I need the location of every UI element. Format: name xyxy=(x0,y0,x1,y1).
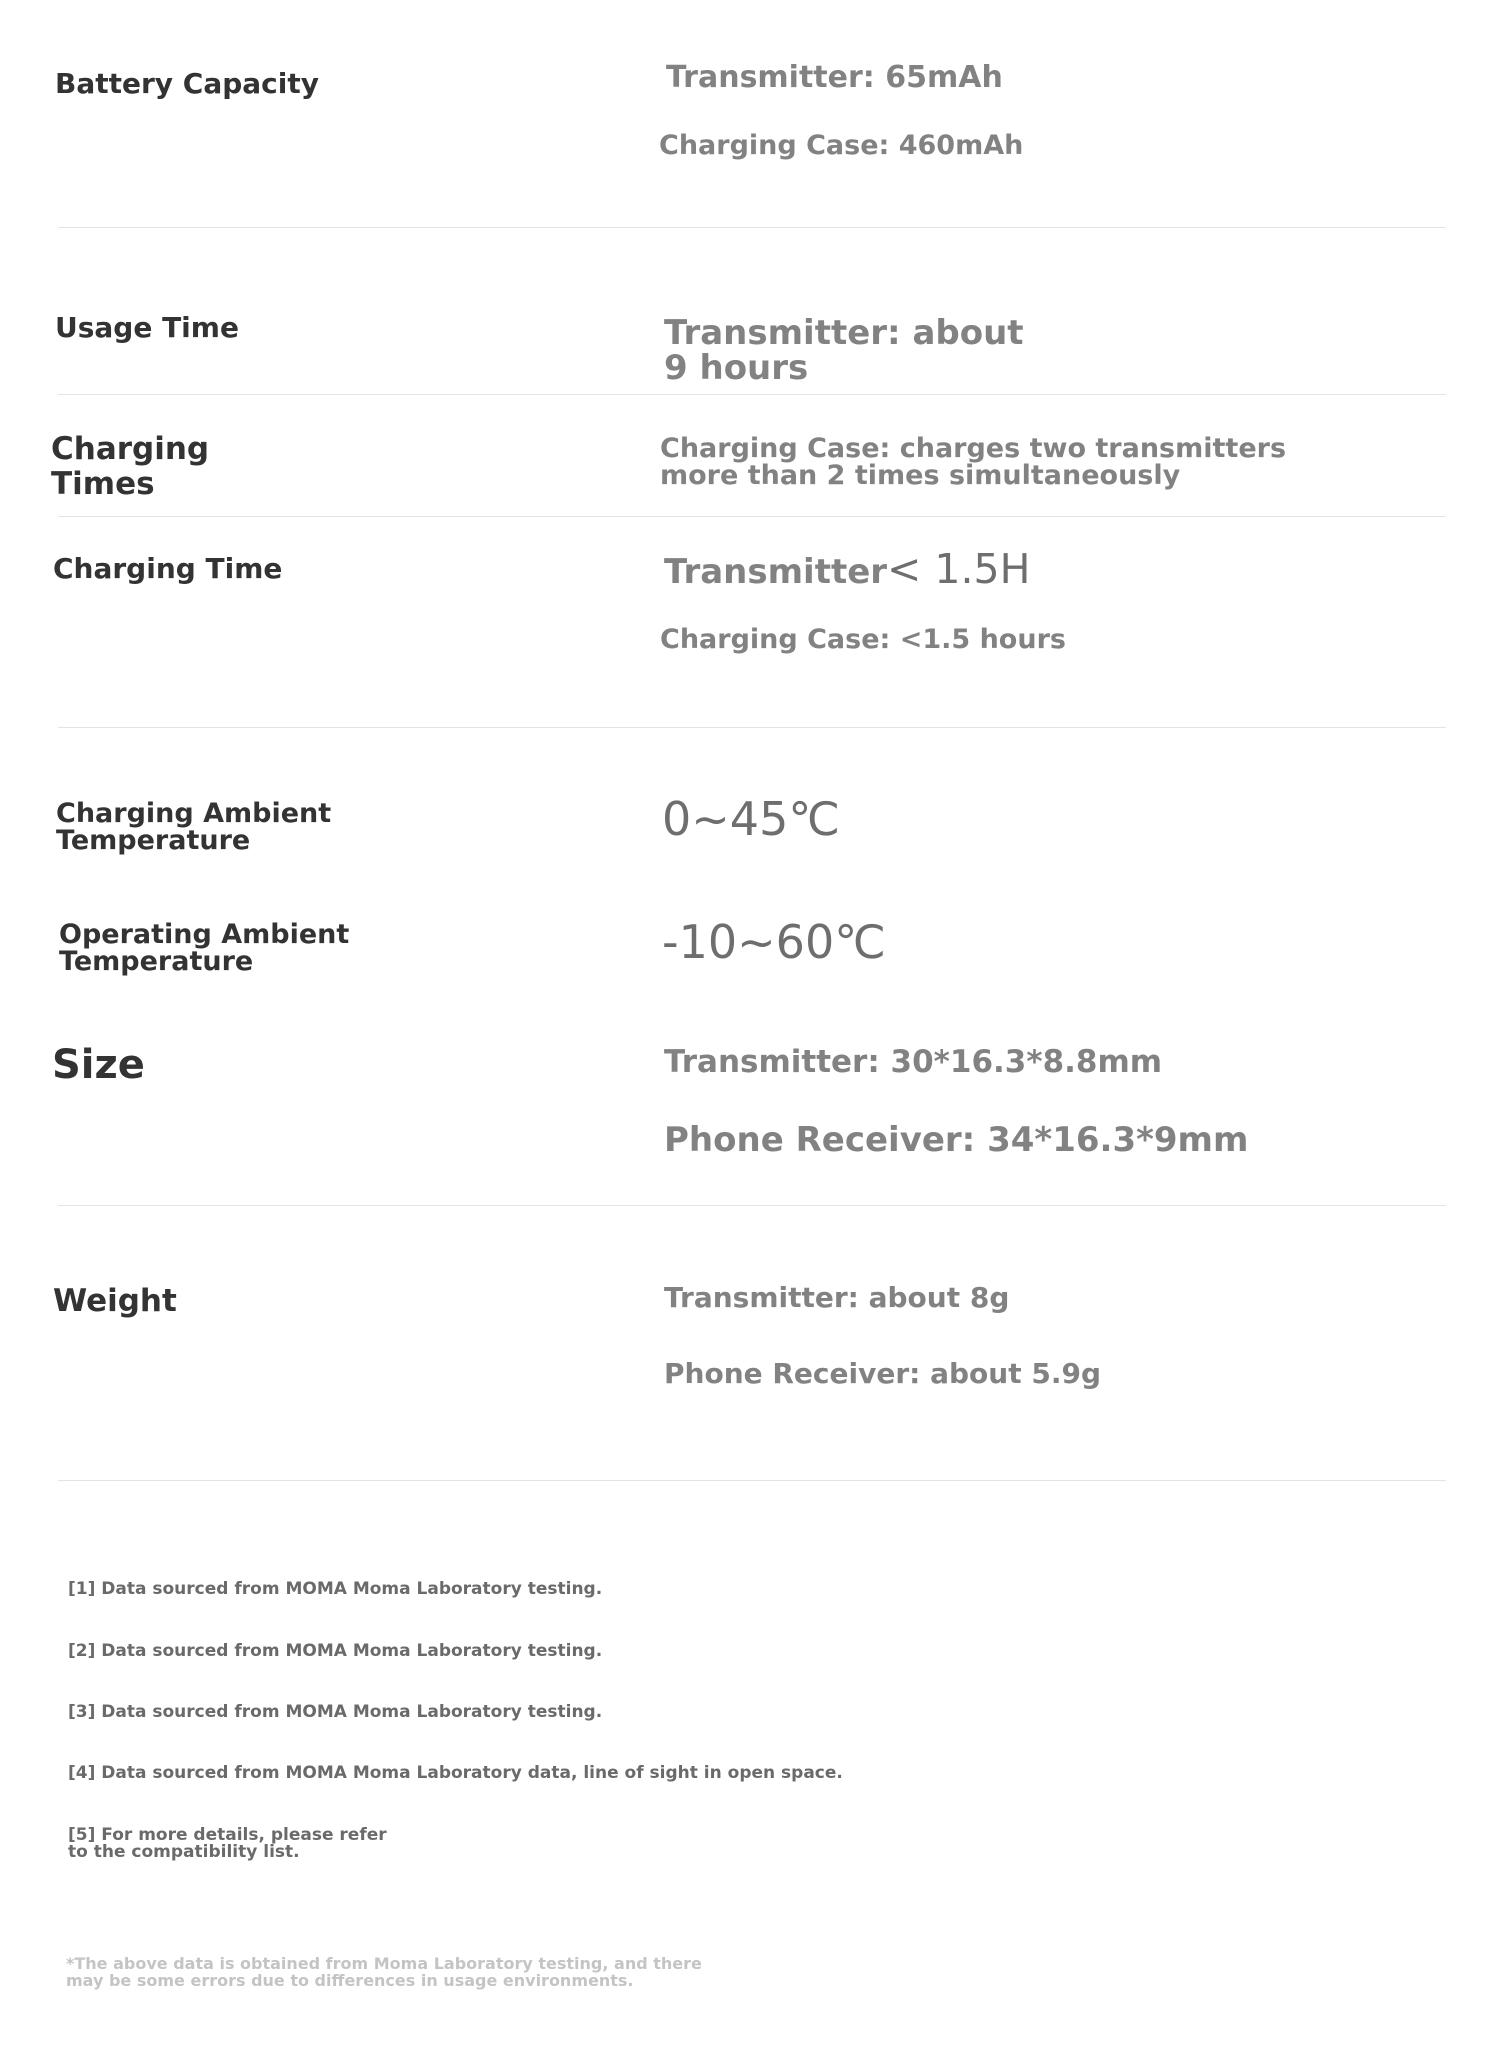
spec-label-weight: Weight xyxy=(53,1283,177,1319)
spec-label-charging-times: Charging Times xyxy=(51,431,210,502)
spec-value-transmitter-size: Transmitter: 30*16.3*8.8mm xyxy=(664,1044,1163,1080)
spec-value-receiver-weight: Phone Receiver: about 5.9g xyxy=(664,1357,1101,1390)
section-divider xyxy=(58,1205,1446,1206)
spec-value-charging-temperature: 0~45℃ xyxy=(662,792,841,846)
spec-value-case-charging-time: Charging Case: <1.5 hours xyxy=(660,624,1066,655)
section-divider xyxy=(58,394,1446,395)
footnote-3: [3] Data sourced from MOMA Moma Laboratory testing. xyxy=(68,1702,603,1722)
disclaimer: *The above data is obtained from Moma Laboratory testing, and there may be some errors due to differences in usage environments. xyxy=(66,1954,702,1990)
spec-label-charging-temperature: Charging Ambient Temperature xyxy=(56,798,332,856)
spec-label-battery-capacity: Battery Capacity xyxy=(55,67,320,100)
spec-value-operating-temperature: -10~60℃ xyxy=(662,915,886,969)
section-divider xyxy=(58,516,1446,517)
footnote-4: [4] Data sourced from MOMA Moma Laboratory data, line of sight in open space. xyxy=(68,1763,843,1783)
spec-label-usage-time: Usage Time xyxy=(55,311,239,344)
section-divider xyxy=(58,727,1446,728)
spec-label-size: Size xyxy=(52,1042,145,1088)
spec-value-case-capacity: Charging Case: 460mAh xyxy=(659,130,1024,161)
spec-value-transmitter-weight: Transmitter: about 8g xyxy=(664,1281,1010,1314)
spec-value-transmitter-capacity: Transmitter: 65mAh xyxy=(666,60,1003,95)
transmitter-charge-duration: < 1.5H xyxy=(887,545,1031,593)
footnote-5: [5] For more details, please refer to the compatibility list. xyxy=(68,1825,387,1862)
spec-label-operating-temperature: Operating Ambient Temperature xyxy=(59,919,350,977)
spec-label-charging-time: Charging Time xyxy=(53,552,283,585)
footnote-2: [2] Data sourced from MOMA Moma Laboratory testing. xyxy=(68,1641,603,1661)
spec-value-charging-times: Charging Case: charges two transmitters more than 2 times simultaneously xyxy=(660,433,1287,491)
spec-value-transmitter-charging-time xyxy=(664,547,1030,594)
footnote-1: [1] Data sourced from MOMA Moma Laboratory testing. xyxy=(68,1579,603,1599)
transmitter-prefix: Transmitter xyxy=(664,552,888,592)
section-divider xyxy=(58,227,1446,228)
spec-value-usage-time: Transmitter: about 9 hours xyxy=(664,313,1024,388)
section-divider xyxy=(58,1480,1446,1481)
spec-value-receiver-size: Phone Receiver: 34*16.3*9mm xyxy=(664,1120,1249,1160)
